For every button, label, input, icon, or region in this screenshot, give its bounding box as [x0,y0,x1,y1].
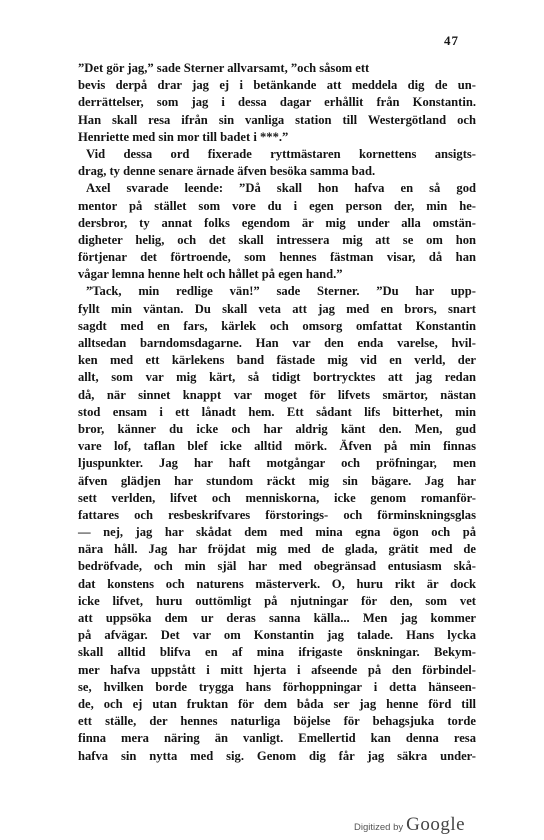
text-line: dersbror, ty annat folks egendom är mig under alla omstän- [78,215,476,230]
text-line: skall alltid blifva en af mina ifrigaste önskningar. Bekym- [78,645,476,660]
text-line: ljuspunkter. Jag har haft motgångar och pröfningar, men [78,456,476,471]
text-line: Henriette med sin mor till badet i ***.” [78,129,289,144]
text-line: — nej, jag har skådat dem med mina egna ögon och på [78,525,476,540]
text-line: vågar lemna henne helt och hållet på egen hand.” [78,267,343,282]
text-line: hafva sin nytta med sig. Genom dig får jag säkra under- [78,748,476,763]
text-line: digheter helig, och det skall intressera mig att se om hon [78,232,476,247]
watermark-prefix: Digitized by [354,822,404,833]
text-line: bedröfvade, och min själ har med obegränsad entusiasm skå- [78,559,476,574]
text-line: mentor på stället som vore du i egen person der, min he- [78,198,476,213]
text-line: sett verlden, lifvet och menniskorna, icke genom romanför- [78,490,476,505]
digitized-watermark [354,814,465,836]
text-line: vare lof, taflan blef icke alltid mörk. Äfven på min finnas [78,439,476,454]
text-line: nära håll. Jag har fröjdat mig med de glada, grätit med de [78,542,476,557]
text-line: förtjenar det förtroende, som hennes fästman visar, då han [78,250,476,265]
text-line: derrättelser, som jag i dessa dagar erhållit från Konstantin. [78,95,476,110]
text-line: ”Tack, min redlige vän!” sade Sterner. ”Du har upp- [86,284,476,299]
google-logo: Google [406,814,466,835]
text-line: icke lifvet, huru outtömligt på njutningar för den, som vet [78,593,476,608]
text-line: ”Det gör jag,” sade Sterner allvarsamt, ”och såsom ett [78,61,370,75]
text-line: ett ställe, der hennes naturliga böjelse för behagsjuka torde [78,714,476,729]
text-line: fattares och resbeskrifvares förstorings- och förminskningsglas [78,507,476,522]
text-line: allt, som var mig kärt, så tidigt bortrycktes att jag redan [78,370,476,385]
text-line: äfven glädjen har stundom räckt mig sin bägare. Jag har [78,473,476,488]
text-line: drag, ty denne senare ärnade äfven besöka samma bad. [78,164,376,179]
page-number: 47 [444,33,459,48]
text-line: dat konstens och naturens mästerverk. O, huru rikt är dock [78,576,476,591]
text-line: bevis derpå drar jag ej i betänkande att meddela dig de un- [78,78,476,93]
text-line: Han skall resa ifrån sin vanliga station till Westergötland och [78,112,476,127]
text-line: sagdt med en fars, kärlek och omsorg omfattat Konstantin [78,318,476,333]
text-line: ken med ett kärlekens band fästade mig vid en verld, der [78,353,476,368]
text-line: att uppsöka dem ur deras sanna källa... Men jag kommer [78,611,476,625]
body-text [78,60,476,765]
text-line: mer hafva uppstått i mitt hjerta i afseende på den förbindel- [78,662,476,677]
text-line: då, när sinnet knappt var moget för lifvets smärtor, nästan [78,387,476,402]
text-line: på afvägar. Det var om Konstantin jag talade. Hans lycka [78,628,476,643]
text-line: Axel svarade leende: ”Då skall hon hafva en så god [86,181,476,196]
text-line: de, och ej utan fruktan för dem båda ser jag henne förd till [78,696,476,711]
text-line: Vid dessa ord fixerade ryttmästaren kornettens ansigts- [86,146,476,161]
text-line: finna mera näring än vanligt. Emellertid kan denna resa [78,731,476,746]
text-line: fyllt min väntan. Du skall veta att jag med en brors, snart [78,301,476,316]
text-line: se, hvilken borde trygga hans förhoppningar i detta hänseen- [78,679,476,694]
text-line: bror, känner du icke och har aldrig känt den. Men, gud [78,421,476,436]
text-line: alltsedan barndomsdagarne. Han var den enda varelse, hvil- [78,336,476,350]
text-line: stod ensam i ett lånadt hem. Ett sådant lifs bitterhet, min [78,404,476,419]
